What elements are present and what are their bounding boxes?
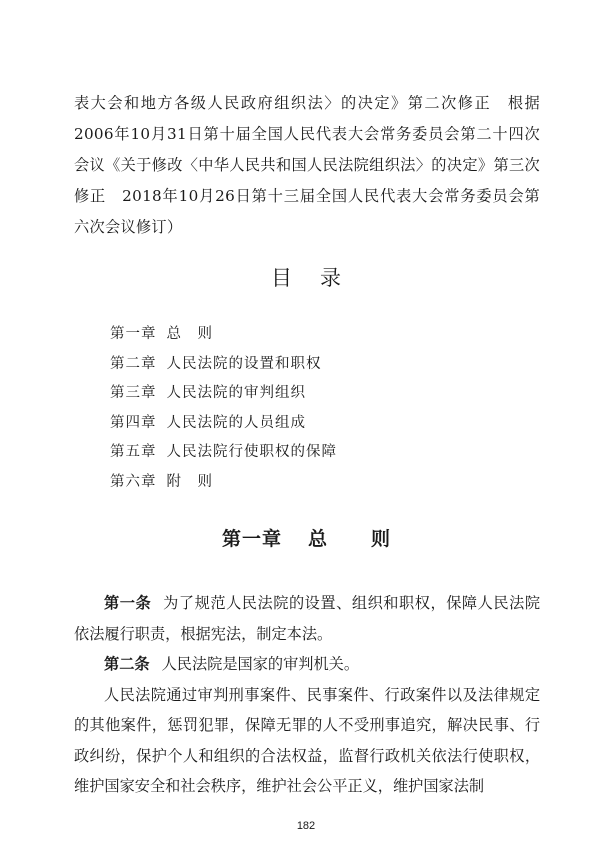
chapter-title-part: 总 <box>307 528 327 550</box>
article-text: 人民法院是国家的审判机关。 <box>161 655 359 673</box>
chapter-number: 第一章 <box>221 528 282 550</box>
toc-item-number: 第二章 <box>110 355 157 372</box>
toc-item-title: 人民法院的审判组织 <box>166 385 306 401</box>
toc-item[interactable] <box>110 468 337 498</box>
chapter-heading <box>0 524 612 551</box>
article-text: 人民法院通过审判刑事案件、民事案件、行政案件以及法律规定的其他案件，惩罚犯罪，保障无罪的人不受刑事追究，解决民事、行政纠纷，保护个人和组织的合法权益，监督行政机关依法行使职权，维护国家安全和社会秩序，维护社会公平正义，维护国家法制 <box>74 685 540 795</box>
article-text: 为了规范人民法院的设置、组织和职权，保障人民法院依法履行职责，根据宪法，制定本法。 <box>74 594 541 643</box>
toc-item-number: 第六章 <box>110 473 157 490</box>
toc-item-number: 第四章 <box>110 414 157 431</box>
article-label: 第一条 <box>104 594 152 612</box>
chapter-title-part: 则 <box>371 528 391 550</box>
toc-item[interactable] <box>110 438 337 468</box>
toc-title: 目录 <box>271 266 369 290</box>
toc-item-title: 总 则 <box>166 326 213 342</box>
article-paragraph <box>74 588 540 649</box>
toc-item[interactable] <box>110 350 337 380</box>
toc-item-number: 第一章 <box>110 326 157 342</box>
toc-item-title: 附 则 <box>166 473 213 490</box>
toc-item[interactable] <box>110 409 337 439</box>
revision-history <box>74 88 540 243</box>
toc-item[interactable] <box>110 320 337 350</box>
article-paragraph <box>74 680 540 802</box>
toc-item-title: 人民法院的设置和职权 <box>166 355 322 372</box>
page-number: 182 <box>296 820 316 832</box>
toc-item-title: 人民法院行使职权的保障 <box>166 444 337 460</box>
toc-item-number: 第三章 <box>110 385 157 401</box>
revision-history-text: 表大会和地方各级人民政府组织法〉的决定》第二次修正 根据2006年10月31日第十届全国人民代表大会常务委员会第二十四次会议《关于修改〈中华人民共和国人民法院组织法〉的决定》第三次修正 2018年10月26日第十三届全国人民代表大会常务委员会第六次会议修订） <box>74 94 540 236</box>
article-body <box>74 588 540 802</box>
toc-item-number: 第五章 <box>110 444 157 460</box>
toc-item[interactable] <box>110 379 337 409</box>
toc-item-title: 人民法院的人员组成 <box>166 414 306 431</box>
table-of-contents <box>110 320 337 497</box>
article-label: 第二条 <box>104 655 150 673</box>
article-paragraph <box>74 649 540 680</box>
